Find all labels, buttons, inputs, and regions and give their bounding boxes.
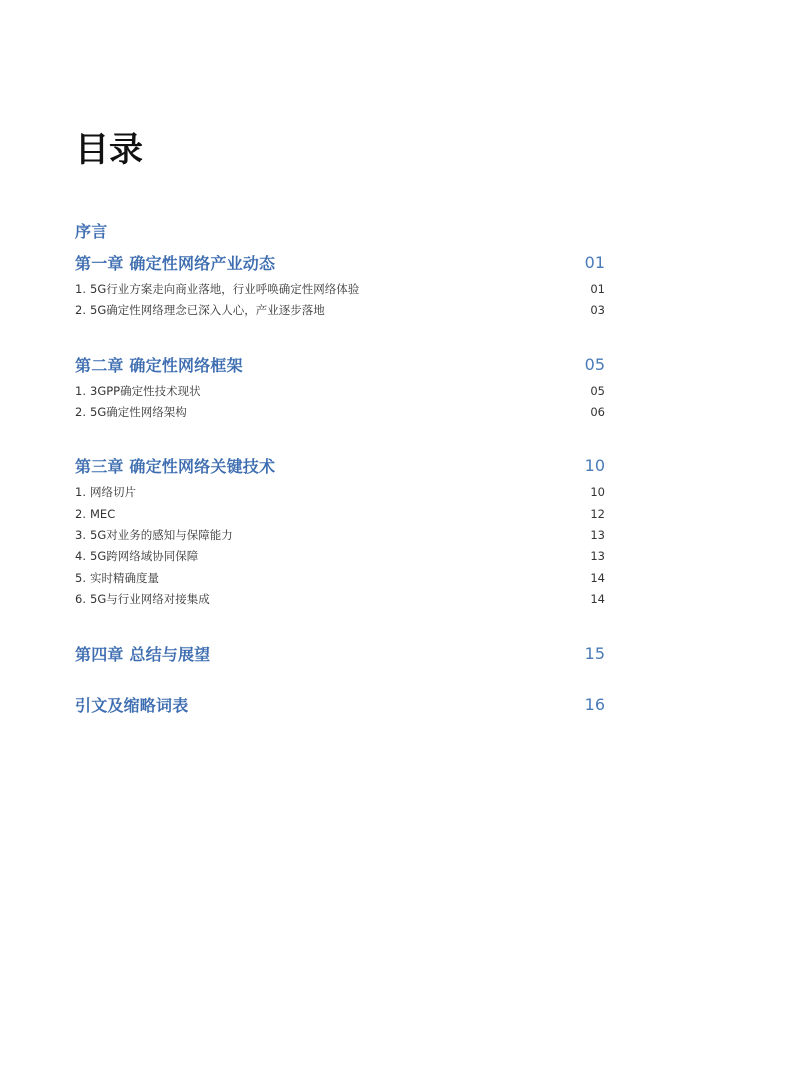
toc-item[interactable] (75, 526, 605, 544)
toc-item-number: 1. (75, 485, 86, 499)
toc-chapter-label: 引文及缩略词表 (75, 695, 189, 715)
toc-item-label: 5G确定性网络架构 (90, 405, 187, 419)
toc-chapter-page: 16 (584, 694, 605, 714)
toc-item[interactable] (75, 403, 605, 421)
toc-item-label: 5G跨网络域协同保障 (90, 549, 199, 563)
toc-chapter-3[interactable] (75, 453, 605, 477)
toc-entry-preface[interactable] (75, 218, 605, 242)
toc-item-number: 2. (75, 405, 86, 419)
toc-item-number: 6. (75, 592, 86, 606)
toc-item-page: 14 (590, 592, 605, 606)
toc-item-label: MEC (90, 507, 116, 521)
toc-item-number: 4. (75, 549, 86, 563)
toc-chapter-2[interactable] (75, 352, 605, 376)
toc-item[interactable] (75, 590, 605, 608)
toc-item[interactable] (75, 382, 605, 400)
toc-chapter-1[interactable] (75, 250, 605, 274)
toc-item-number: 3. (75, 528, 86, 542)
toc-item-page: 06 (590, 405, 605, 419)
toc-item-page: 13 (590, 549, 605, 563)
toc-item-page: 13 (590, 528, 605, 542)
toc-item-number: 5. (75, 571, 86, 585)
toc-item-number: 1. (75, 282, 86, 296)
toc-item[interactable] (75, 547, 605, 565)
toc-item-label: 实时精确度量 (90, 571, 159, 585)
toc-chapter-page: 15 (584, 643, 605, 663)
toc-item[interactable] (75, 483, 605, 501)
toc-item[interactable] (75, 301, 605, 319)
page-title: 目录 (75, 130, 143, 170)
toc-item-label: 5G确定性网络理念已深入人心，产业逐步落地 (90, 303, 325, 317)
toc-preface-label: 序言 (75, 221, 108, 241)
toc-item-page: 03 (590, 303, 605, 317)
toc-chapter-label: 第一章 确定性网络产业动态 (75, 253, 276, 273)
toc-item[interactable] (75, 505, 605, 523)
toc-item-label: 5G与行业网络对接集成 (90, 592, 210, 606)
toc-references[interactable] (75, 692, 605, 716)
toc-item-number: 2. (75, 507, 86, 521)
toc-item-page: 12 (590, 507, 605, 521)
toc-item[interactable] (75, 569, 605, 587)
toc-item-label: 3GPP确定性技术现状 (90, 384, 201, 398)
toc-chapter-label: 第三章 确定性网络关键技术 (75, 456, 276, 476)
toc-chapter-label: 第二章 确定性网络框架 (75, 355, 243, 375)
toc-item-number: 1. (75, 384, 86, 398)
toc-item-number: 2. (75, 303, 86, 317)
toc-item[interactable] (75, 280, 605, 298)
toc-item-page: 05 (590, 384, 605, 398)
toc-chapter-page: 05 (584, 354, 605, 374)
toc-item-page: 01 (590, 282, 605, 296)
toc-item-label: 网络切片 (90, 485, 136, 499)
toc-chapter-4[interactable] (75, 641, 605, 665)
toc-item-label: 5G对业务的感知与保障能力 (90, 528, 233, 542)
toc-item-page: 10 (590, 485, 605, 499)
toc-item-page: 14 (590, 571, 605, 585)
toc-chapter-page: 10 (584, 455, 605, 475)
toc-item-label: 5G行业方案走向商业落地，行业呼唤确定性网络体验 (90, 282, 360, 296)
toc-chapter-page: 01 (584, 252, 605, 272)
toc-chapter-label: 第四章 总结与展望 (75, 644, 211, 664)
